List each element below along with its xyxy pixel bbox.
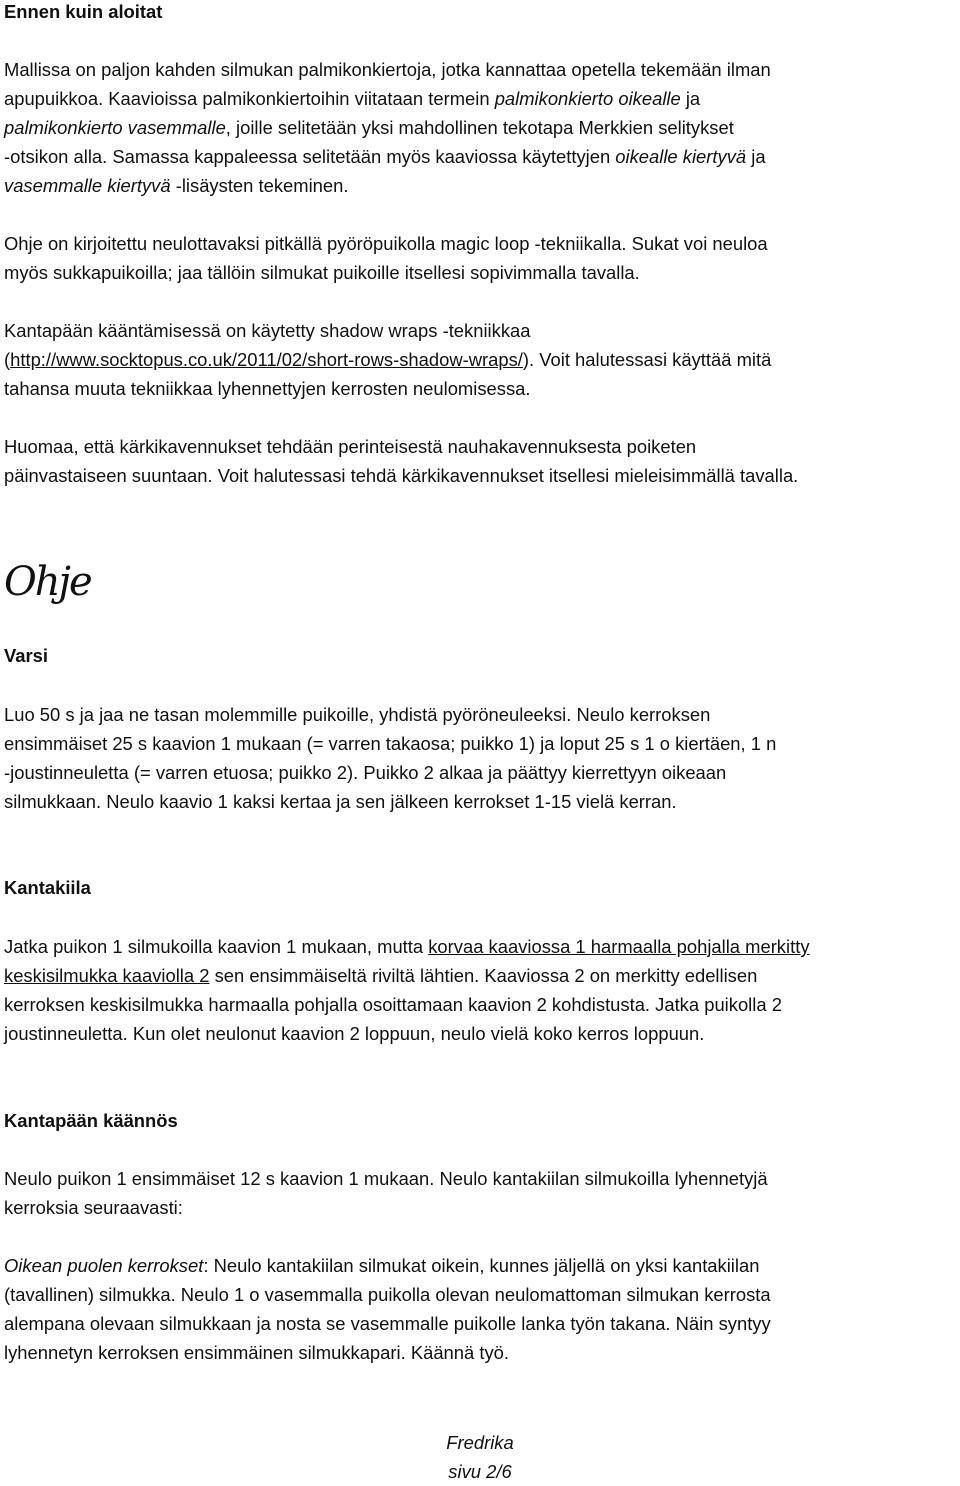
italic-term: Oikean puolen kerrokset	[4, 1255, 204, 1276]
text-line: silmukkaan. Neulo kaavio 1 kaksi kertaa ja sen jälkeen kerrokset 1-15 vielä kerran.	[4, 791, 677, 812]
text-span: apupuikkoa. Kaavioissa palmikonkiertoihin viitataan termein	[4, 88, 495, 109]
text-line: kerroksen keskisilmukka harmaalla pohjalla osoittamaan kaavion 2 kohdistusta. Jatka puikolla 2	[4, 994, 782, 1015]
text-span: , joille selitetään yksi mahdollinen tekotapa Merkkien selitykset	[225, 117, 734, 138]
text-line: tahansa muuta tekniikkaa lyhennettyjen kerrosten neulomisessa.	[4, 378, 531, 399]
text-line: lyhennetyn kerroksen ensimmäinen silmukkapari. Käännä työ.	[4, 1342, 509, 1363]
ohje-title: Ohje	[4, 559, 91, 605]
footer-page-number: sivu 2/6	[448, 1461, 512, 1482]
text-line: kerroksia seuraavasti:	[4, 1197, 183, 1218]
page-footer	[0, 1428, 960, 1486]
text-line	[4, 84, 771, 113]
text-line: Neulo puikon 1 ensimmäiset 12 s kaavion 1 mukaan. Neulo kantakiilan silmukoilla lyhennetyjä	[4, 1168, 768, 1189]
intro-paragraph-2	[4, 229, 768, 287]
text-line: Ohje on kirjoitettu neulottavaksi pitkällä pyöröpuikolla magic loop -tekniikalla. Sukat voi neuloa	[4, 233, 768, 254]
text-line	[4, 142, 771, 171]
varsi-heading: Varsi	[4, 645, 48, 666]
italic-term: vasemmalle kiertyvä	[4, 175, 171, 196]
text-line: joustinneuletta. Kun olet neulonut kaavion 2 loppuun, neulo vielä koko kerros loppuun.	[4, 1023, 705, 1044]
text-line: ensimmäiset 25 s kaavion 1 mukaan (= varren takaosa; puikko 1) ja loput 25 s 1 o kiertäen, 1 n	[4, 733, 777, 754]
kantakiila-heading: Kantakiila	[4, 877, 91, 898]
text-span: (	[4, 349, 11, 370]
text-line: Kantapään kääntämisessä on käytetty shadow wraps -tekniikkaa	[4, 320, 531, 341]
kaannos-paragraph-2	[4, 1251, 771, 1367]
text-span: ja	[680, 88, 701, 109]
text-line	[4, 345, 771, 374]
intro-paragraph-1	[4, 55, 771, 200]
kaannos-heading: Kantapään käännös	[4, 1110, 178, 1131]
intro-paragraph-4	[4, 432, 798, 490]
text-line	[4, 171, 771, 200]
text-line	[4, 932, 810, 961]
kantakiila-paragraph	[4, 932, 810, 1048]
italic-term: oikealle kiertyvä	[615, 146, 747, 167]
text-span: ). Voit halutessasi käyttää mitä	[522, 349, 772, 370]
text-line: myös sukkapuikoilla; jaa tällöin silmukat puikoille itsellesi sopivimmalla tavalla.	[4, 262, 640, 283]
italic-term: palmikonkierto vasemmalle	[4, 117, 226, 138]
text-line: alempana olevaan silmukkaan ja nosta se vasemmalle puikolle lanka työn takana. Näin syntyy	[4, 1313, 771, 1334]
text-line: (tavallinen) silmukka. Neulo 1 o vasemmalla puikolla olevan neulomattoman silmukan kerrosta	[4, 1284, 771, 1305]
text-span: sen ensimmäiseltä riviltä lähtien. Kaaviossa 2 on merkitty edellisen	[209, 965, 758, 986]
text-line	[4, 961, 810, 990]
underlined-text: korvaa kaaviossa 1 harmaalla pohjalla merkitty	[428, 936, 810, 957]
varsi-paragraph	[4, 700, 776, 816]
text-line: Luo 50 s ja jaa ne tasan molemmille puikoille, yhdistä pyöröneuleeksi. Neulo kerroksen	[4, 704, 711, 725]
text-line: Huomaa, että kärkikavennukset tehdään perinteisestä nauhakavennuksesta poiketen	[4, 436, 697, 457]
text-line	[4, 1251, 771, 1280]
intro-heading: Ennen kuin aloitat	[4, 1, 163, 22]
text-span: -otsikon alla. Samassa kappaleessa selitetään myös kaaviossa käytettyjen	[4, 146, 616, 167]
footer-author: Fredrika	[446, 1432, 514, 1453]
text-span: : Neulo kantakiilan silmukat oikein, kunnes jäljellä on yksi kantakiilan	[203, 1255, 760, 1276]
text-line: päinvastaiseen suuntaan. Voit halutessasi tehdä kärkikavennukset itsellesi mieleisimmällä tavalla.	[4, 465, 799, 486]
italic-term: palmikonkierto oikealle	[494, 88, 681, 109]
kaannos-paragraph-1	[4, 1164, 768, 1222]
text-span: -lisäysten tekeminen.	[170, 175, 349, 196]
intro-paragraph-3	[4, 316, 771, 403]
text-span: Jatka puikon 1 silmukoilla kaavion 1 mukaan, mutta	[4, 936, 429, 957]
text-span: ja	[746, 146, 766, 167]
text-line: -joustinneuletta (= varren etuosa; puikko 2). Puikko 2 alkaa ja päättyy kierrettyyn oikeaan	[4, 762, 727, 783]
text-line	[4, 113, 771, 142]
shadow-wraps-link[interactable]: http://www.socktopus.co.uk/2011/02/short-rows-shadow-wraps/	[10, 349, 523, 370]
text-line: Mallissa on paljon kahden silmukan palmikonkiertoja, jotka kannattaa opetella tekemään ilman	[4, 59, 771, 80]
underlined-text: keskisilmukka kaaviolla 2	[4, 965, 210, 986]
